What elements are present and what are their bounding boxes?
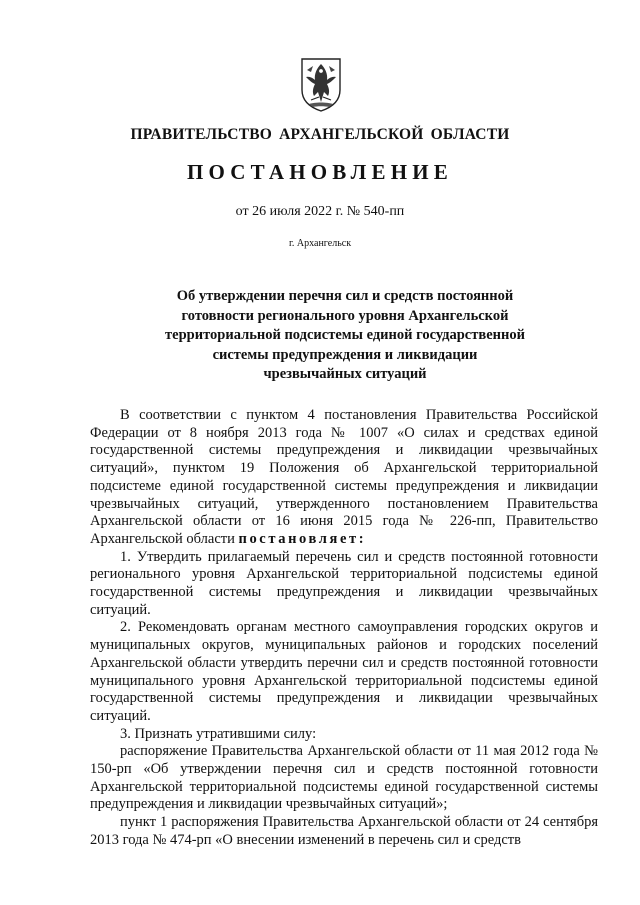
document-city: г. Архангельск — [288, 238, 352, 249]
item-3-paragraph: 3. Признать утратившими силу: — [120, 725, 317, 742]
document-heading — [150, 287, 540, 385]
government-name: ПРАВИТЕЛЬСТВО АРХАНГЕЛЬСКОЙ ОБЛАСТИ — [130, 126, 510, 143]
document-date-number: от 26 июля 2022 г. № 540-пп — [235, 204, 405, 219]
document-type: ПОСТАНОВЛЕНИЕ — [186, 160, 454, 184]
item-1-paragraph: 1. Утвердить прилагаемый перечень сил и средств постоянной готовности регионального уровня Архангельской территориальной подсистемы единой государственной системы предупреждения и ликвидации чрезвычайных ситуаций. — [90, 548, 598, 618]
arkhangelsk-coat-of-arms-icon — [299, 56, 343, 112]
preamble-text: В соответствии с пунктом 4 постановления Правительства Российской Федерации от 8 ноября 2013 года № 1007 «О силах и средствах единой государственной системы предупреждения и ликвидации чрезвычайных ситуаций», пунктом 19 Положения об Архангельской территориальной подсистеме единой государственной системы предупреждения и ликвидации чрезвычайных ситуаций, утвержденного постановлением Правительства Архангельской области от 16 июня 2015 года № 226-пп, Правительство Архангельской области — [90, 407, 598, 547]
decree-colon: : — [358, 530, 364, 547]
item-2-paragraph: 2. Рекомендовать органам местного самоуправления городских округов и муниципальных округов, муниципальных районов и городских поселений Архангельской области утвердить перечни сил и средств постоянной готовности муниципального уровня Архангельской территориальной подсистемы единой государственной системы предупреждения и ликвидации чрезвычайных ситуаций. — [90, 619, 598, 724]
item-3b-paragraph: пункт 1 распоряжения Правительства Архангельской области от 24 сентября 2013 года № 474-рп «О внесении изменений в перечень сил и средств — [90, 814, 598, 848]
document-body — [90, 407, 598, 850]
heading-line: Об утверждении перечня сил и средств постоянной — [176, 288, 514, 304]
heading-line: территориальной подсистемы единой государственной — [165, 327, 525, 343]
item-3a-paragraph: распоряжение Правительства Архангельской области от 11 мая 2012 года № 150-рп «Об утверждении перечня сил и средств постоянной готовности Архангельской территориальной подсистемы единой государственной системы предупреждения и ликвидации чрезвычайных ситуаций»; — [90, 743, 598, 813]
decree-word: постановляет — [238, 530, 359, 547]
preamble-paragraph — [90, 407, 598, 549]
heading-line: системы предупреждения и ликвидации — [212, 346, 478, 363]
heading-line: готовности регионального уровня Архангельской — [181, 307, 509, 324]
heading-line: чрезвычайных ситуаций — [263, 366, 427, 382]
